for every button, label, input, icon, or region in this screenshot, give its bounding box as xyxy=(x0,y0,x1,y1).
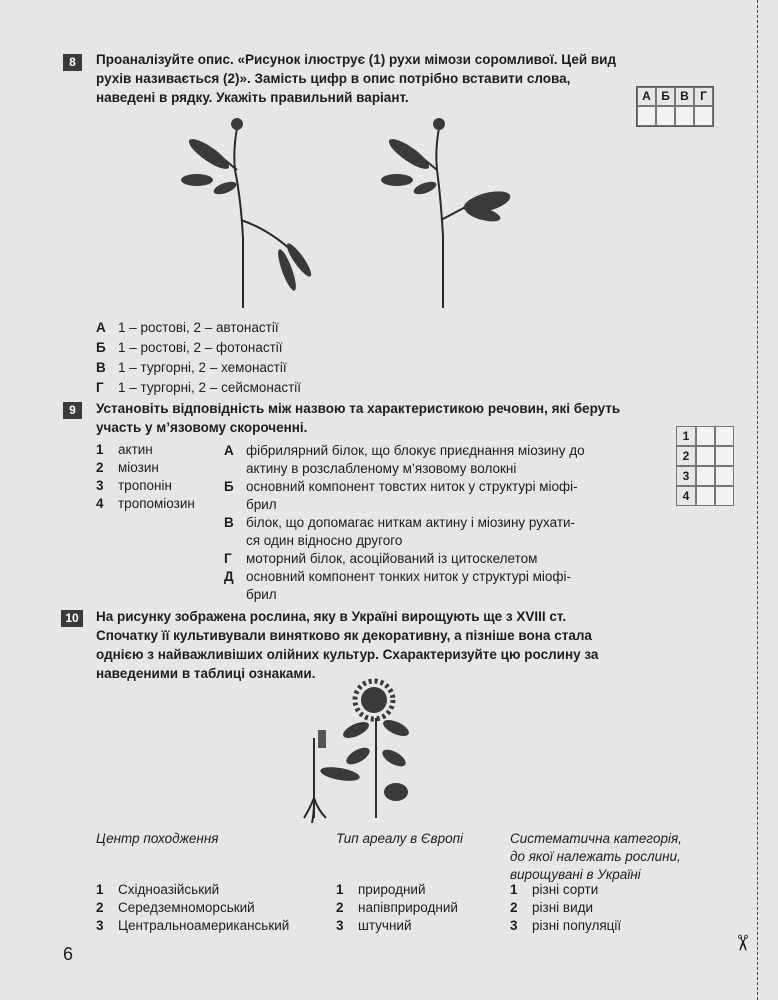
column-3-option-1: 1 різні сорти xyxy=(510,882,599,897)
question-10-number: 10 xyxy=(61,610,83,627)
grid-cell[interactable] xyxy=(715,466,734,486)
grid-row-label-2: 2 xyxy=(676,446,696,466)
question-9-right-a: А фібрилярний білок, що блокує приєднання міозину до актину в розслабленому м’язовому волокні xyxy=(224,443,585,476)
column-1-option-2: 2 Середземноморський xyxy=(96,900,255,915)
scissors-icon: ✂ xyxy=(730,933,756,953)
question-9-left-1: 1 актин xyxy=(96,442,153,457)
question-10-text: На рисунку зображена рослина, яку в Україні вирощують ще з XVIII ст. Спочатку її культивували винятково як декоративну, а пізніше вона стала однією з найважливіших олійних культур. Схарактеризуйте цю рослину за наведеними в таблиці ознаками. xyxy=(96,609,599,681)
sunflower-illustration xyxy=(300,678,420,823)
question-9-left-4: 4 тропоміозин xyxy=(96,496,195,511)
grid-cell[interactable] xyxy=(715,446,734,466)
mimosa-illustration xyxy=(175,110,515,315)
question-8-number: 8 xyxy=(63,54,82,71)
answer-header-v: В xyxy=(675,87,694,106)
column-1-option-1: 1 Східноазійський xyxy=(96,882,220,897)
grid-cell[interactable] xyxy=(696,466,715,486)
grid-cell[interactable] xyxy=(715,426,734,446)
question-8-answer-grid xyxy=(636,86,714,127)
column-2-option-1: 1 природний xyxy=(336,882,426,897)
answer-cell-g[interactable] xyxy=(694,106,713,126)
column-3-option-3: 3 різні популяції xyxy=(510,918,622,933)
answer-cell-b[interactable] xyxy=(656,106,675,126)
question-9-right-b: Б основний компонент товстих ниток у структурі міофі- брил xyxy=(224,479,578,512)
answer-header-b: Б xyxy=(656,87,675,106)
question-9-left-2: 2 міозин xyxy=(96,460,159,475)
question-8-option-a: А 1 – ростові, 2 – автонастії xyxy=(96,320,279,335)
question-9-answer-grid xyxy=(676,426,734,506)
cut-line xyxy=(757,0,758,1000)
column-3-option-2: 2 різні види xyxy=(510,900,594,915)
question-8-option-b: Б 1 – ростові, 2 – фотонастії xyxy=(96,340,283,355)
answer-header-g: Г xyxy=(694,87,713,106)
question-9-right-d: Д основний компонент тонких ниток у структурі міофі- брил xyxy=(224,569,572,602)
column-2-heading: Тип ареалу в Європі xyxy=(336,831,464,846)
page-number: 6 xyxy=(63,944,74,964)
question-9-number: 9 xyxy=(63,402,82,419)
question-8-text: Проаналізуйте опис. «Рисунок ілюструє (1) рухи мімози соромливої. Цей вид рухів називається (2)». Замість цифр в опис потрібно вставити слова, наведені в рядку. Укажіть правильний варіант. xyxy=(96,52,617,105)
grid-row-label-1: 1 xyxy=(676,426,696,446)
question-8-option-v: В 1 – тургорні, 2 – хемонастії xyxy=(96,360,287,375)
column-2-option-3: 3 штучний xyxy=(336,918,412,933)
grid-cell[interactable] xyxy=(696,446,715,466)
grid-cell[interactable] xyxy=(696,486,715,506)
column-1-option-3: 3 Центральноамериканський xyxy=(96,918,290,933)
grid-row-label-4: 4 xyxy=(676,486,696,506)
question-9-left-3: 3 тропонін xyxy=(96,478,172,493)
question-8-option-g: Г 1 – тургорні, 2 – сейсмонастії xyxy=(96,380,302,395)
question-9-text: Установіть відповідність між назвою та характеристикою речовин, які беруть участь у м’язовому скороченні. xyxy=(96,401,621,435)
answer-cell-a[interactable] xyxy=(637,106,656,126)
answer-header-a: А xyxy=(637,87,656,106)
column-3-heading: Систематична категорія, до якої належать рослини, вирощувані в Україні xyxy=(510,831,682,882)
grid-cell[interactable] xyxy=(715,486,734,506)
column-1-heading: Центр походження xyxy=(96,831,219,846)
question-9-right-g: Г моторний білок, асоційований із цитоскелетом xyxy=(224,551,538,566)
column-2-option-2: 2 напівприродний xyxy=(336,900,458,915)
grid-row-label-3: 3 xyxy=(676,466,696,486)
question-9-right-v: В білок, що допомагає ниткам актину і міозину рухати- ся один відносно другого xyxy=(224,515,576,548)
grid-cell[interactable] xyxy=(696,426,715,446)
answer-cell-v[interactable] xyxy=(675,106,694,126)
